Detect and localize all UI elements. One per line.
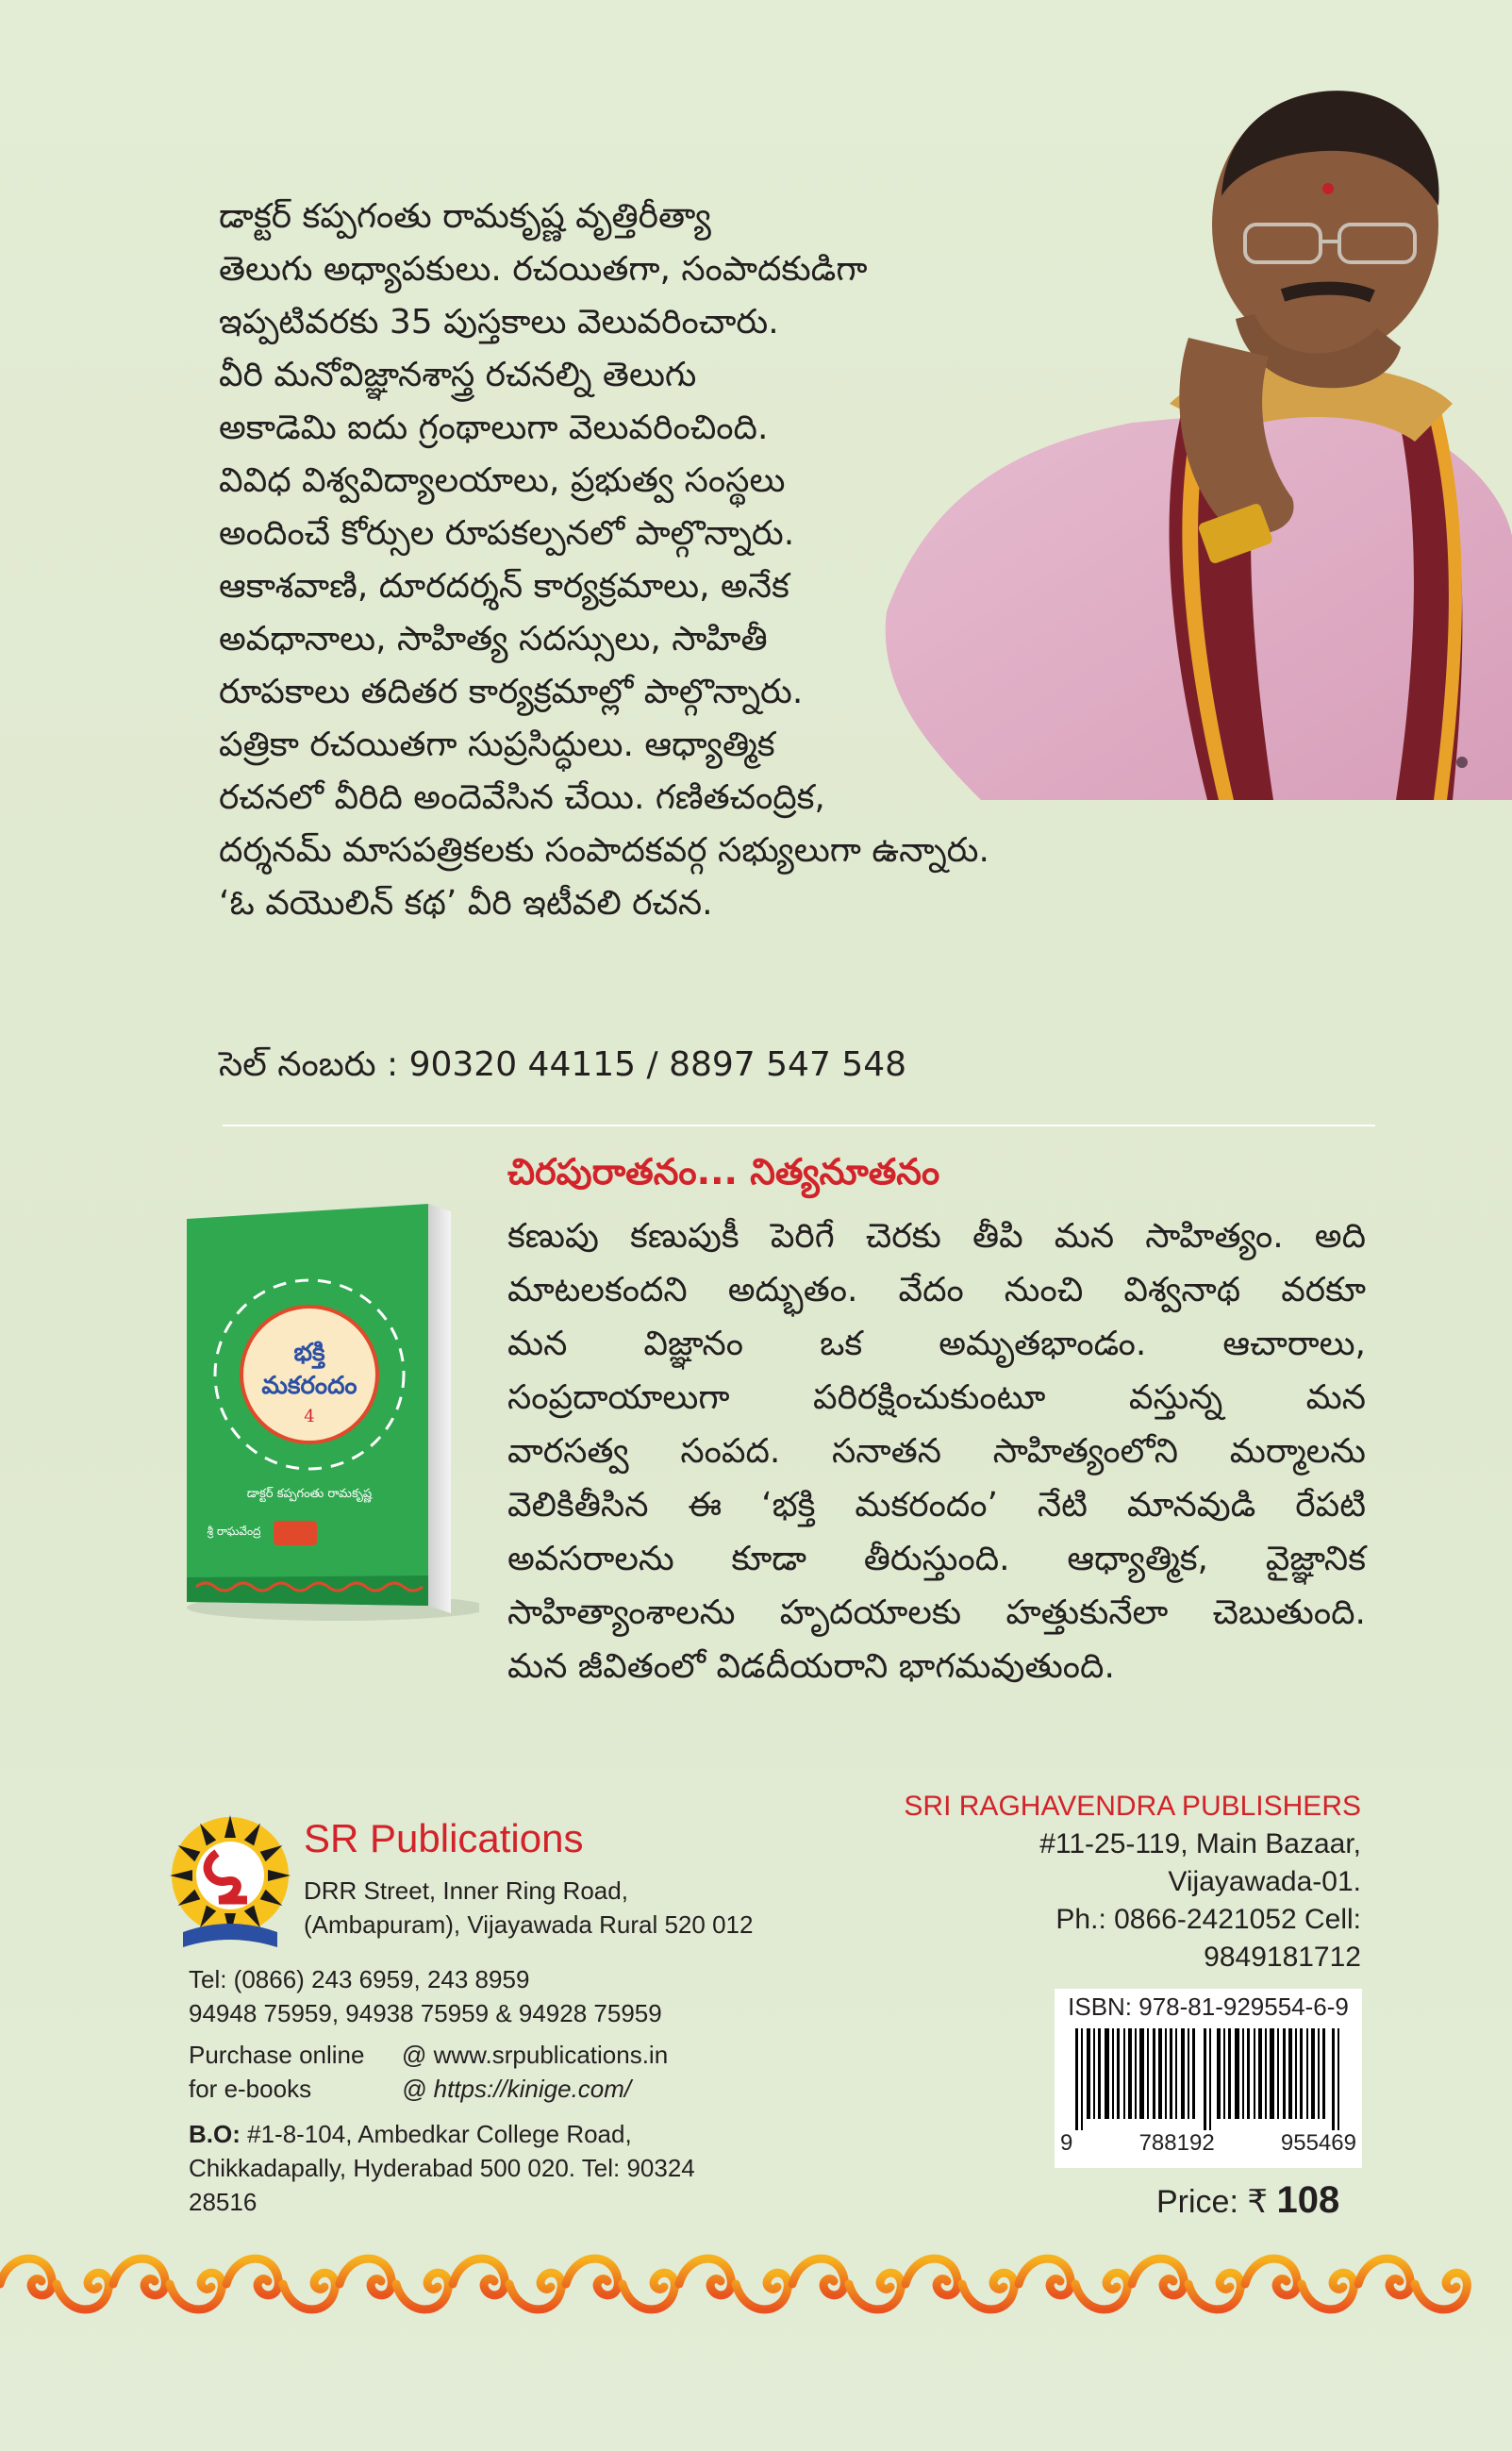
description-line: వెలికితీసిన ఈ ‘భక్తి మకరందం’ నేటి మానవుడి రేపటి [507, 1486, 1366, 1525]
distributor-cell: 9849181712 [1204, 1942, 1361, 1973]
author-cell-number: సెల్ నంబరు : 90320 44115 / 8897 547 548 [219, 1045, 907, 1084]
book-tagline: చిరపురాతనం... నిత్యనూతనం [507, 1151, 940, 1192]
online-label: Purchase online [189, 2041, 365, 2069]
bio-line: రచనలో వీరిది అందెవేసిన చేయి. గణితచంద్రిక, [219, 778, 825, 817]
book-description [507, 1209, 1366, 1693]
distributor-info [904, 1788, 1361, 1976]
publisher-address [304, 1874, 753, 1942]
price-label: Price: ₹ [1156, 2184, 1268, 2220]
bio-line: పత్రికా రచయితగా సుప్రసిద్ధులు. ఆధ్యాత్మిక [219, 725, 775, 764]
branch-address: #1-8-104, Ambedkar College Road, [240, 2120, 632, 2148]
description-line: మన జీవితంలో విడదీయరాని భాగమవుతుంది. [507, 1647, 1115, 1686]
description-line: మన విజ్ఞానం ఒక అమృతభాండం. ఆచారాలు, [507, 1325, 1366, 1363]
cover-publisher: శ్రీ రాఘవేంద్ర [207, 1525, 261, 1538]
bio-line: అందించే కోర్సుల రూపకల్పనలో పాల్గొన్నారు. [219, 514, 795, 553]
branch-address: Chikkadapally, Hyderabad 500 020. Tel: 90324 [189, 2154, 695, 2182]
bio-line: ‘ఓ వయొలిన్ కథ’ వీరి ఇటీవలి రచన. [219, 884, 713, 923]
bio-line: ఇప్పటివరకు 35 పుస్తకాలు వెలువరించారు. [219, 303, 779, 342]
isbn-number: ISBN: 978-81-929554-6-9 [1068, 1992, 1349, 2021]
cover-title-2: మకరందం [261, 1372, 357, 1400]
description-line: సంప్రదాయాలుగా పరిరక్షించుకుంటూ వస్తున్న మన [507, 1378, 1366, 1417]
description-line: సాహిత్యాంశాలను హృదయాలకు హత్తుకునేలా చెబుతుంది. [507, 1593, 1366, 1632]
bio-line: వివిధ విశ్వవిద్యాలయాలు, ప్రభుత్వ సంస్థలు [219, 461, 786, 500]
branch-office [189, 2117, 695, 2219]
distributor-phone: Ph.: 0866-2421052 Cell: [1055, 1904, 1361, 1935]
bio-line: డాక్టర్ కప్పగంతు రామకృష్ణ వృత్తిరీత్యా [219, 197, 711, 236]
barcode-digits: 9 788192 955469 [1060, 2130, 1356, 2156]
bio-line: తెలుగు అధ్యాపకులు. రచయితగా, సంపాదకుడిగా [219, 250, 868, 289]
publisher-phones [189, 1962, 662, 2030]
bio-line: రూపకాలు తదితర కార్యక్రమాల్లో పాల్గొన్నారు. [219, 673, 804, 711]
isbn-barcode [1055, 1989, 1362, 2168]
bio-line: దర్శనమ్ మాసపత్రికలకు సంపాదకవర్గ సభ్యులుగా ఉన్నారు. [219, 831, 989, 870]
distributor-name: SRI RAGHAVENDRA PUBLISHERS [904, 1791, 1361, 1822]
bio-line: ఆకాశవాణి, దూరదర్శన్ కార్యక్రమాలు, అనేక [219, 567, 789, 606]
barcode-icon [1072, 2028, 1345, 2130]
cover-number: 4 [304, 1407, 315, 1426]
ebook-label: for e-books [189, 2075, 312, 2103]
cover-title-1: భక్తి [293, 1339, 325, 1367]
bio-line: వీరి మనోవిజ్ఞానశాస్త్ర రచనల్ని తెలుగు [219, 356, 697, 394]
publisher-logo-icon [164, 1809, 296, 1951]
bio-line: అవధానాలు, సాహిత్య సదస్సులు, సాహితీ [219, 620, 768, 659]
description-line: మాటలకందని అద్భుతం. వేదం నుంచి విశ్వనాథ వరకూ [507, 1271, 1366, 1309]
branch-address: 28516 [189, 2188, 258, 2216]
branch-label: B.O: [189, 2120, 241, 2148]
website-link[interactable]: @ www.srpublications.in [402, 2041, 669, 2069]
price-amount: 108 [1276, 2179, 1340, 2221]
section-divider [223, 1125, 1375, 1126]
ebook-link[interactable]: @ https://kinige.com/ [402, 2075, 632, 2103]
address-line: DRR Street, Inner Ring Road, [304, 1876, 628, 1905]
description-line: అవసరాలను కూడా తీరుస్తుంది. ఆధ్యాత్మిక, వైజ్ఞానిక [507, 1540, 1366, 1578]
decorative-border [0, 2242, 1512, 2326]
description-line: వారసత్వ సంపద. సనాతన సాహిత్యంలోని మర్మాలను [507, 1432, 1366, 1471]
phone-line: Tel: (0866) 243 6959, 243 8959 [189, 1965, 530, 1993]
book-cover-image [177, 1191, 479, 1625]
online-purchase [189, 2038, 668, 2106]
phone-line: 94948 75959, 94938 75959 & 94928 75959 [189, 1999, 662, 2027]
author-bio [219, 191, 1124, 930]
distributor-address: #11-25-119, Main Bazaar, [1039, 1828, 1361, 1859]
price [1156, 2179, 1339, 2222]
address-line: (Ambapuram), Vijayawada Rural 520 012 [304, 1910, 754, 1939]
publisher-name: SR Publications [304, 1816, 584, 1860]
distributor-address: Vijayawada-01. [1168, 1866, 1361, 1897]
cover-author: డాక్టర్ కప్పగంతు రామకృష్ణ [246, 1487, 373, 1501]
bio-line: అకాడెమి ఐదు గ్రంథాలుగా వెలువరించింది. [219, 408, 769, 447]
description-line: కణుపు కణుపుకీ పెరిగే చెరకు తీపి మన సాహిత్యం. అది [507, 1217, 1366, 1256]
